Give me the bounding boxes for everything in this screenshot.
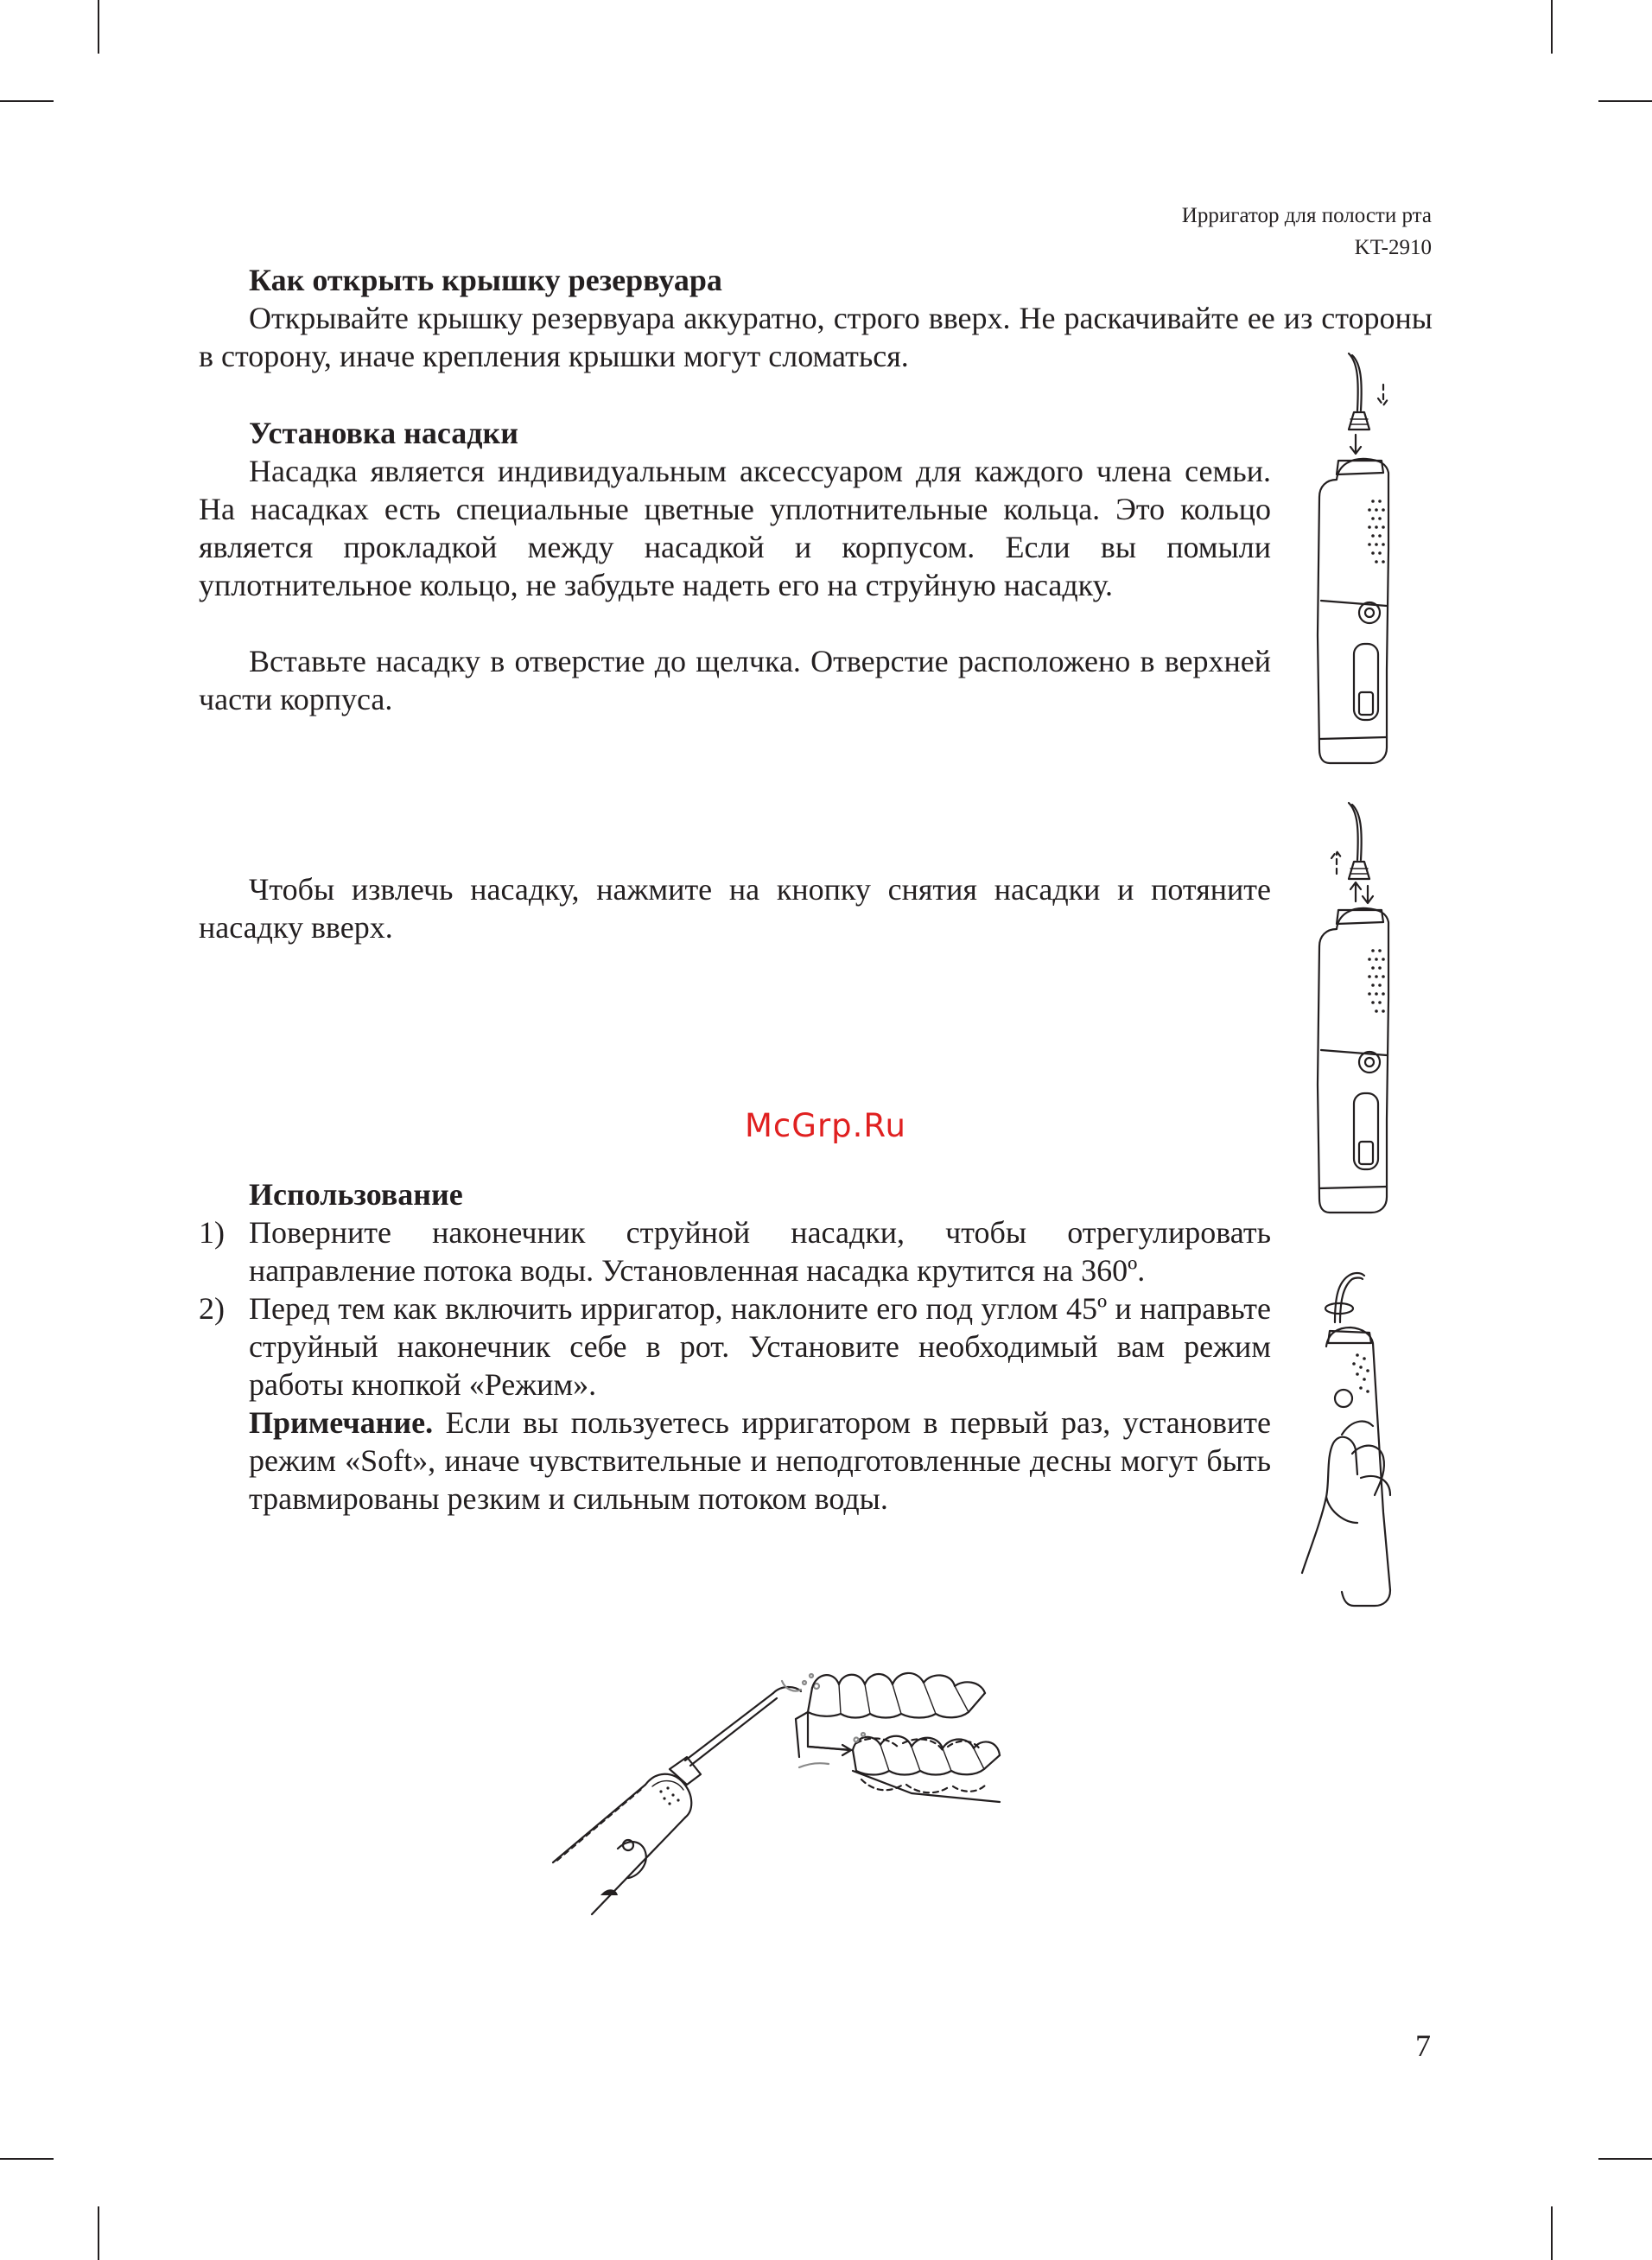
crop-mark: [0, 2158, 54, 2160]
usage-note: [199, 1404, 1271, 1518]
page-number: 7: [1415, 2028, 1431, 2063]
note-paragraph: [249, 1404, 1271, 1518]
usage-item-text: Перед тем как включить ирригатор, наклоните его под углом 45º и направьте струйный наконечник себе в рот. Установите необходимый вам режим работы кнопкой «Режим».: [249, 1291, 1271, 1402]
note-label: Примечание.: [249, 1405, 434, 1440]
irrigator-rotate-nozzle-hand-icon: [1300, 1253, 1447, 1612]
crop-mark: [0, 100, 54, 102]
crop-mark: [1598, 2158, 1652, 2160]
remove-text: Чтобы извлечь насадку, нажмите на кнопку снятия насадки и потяните насадку вверх.: [199, 872, 1271, 945]
crop-mark: [1551, 0, 1553, 54]
crop-mark: [1598, 100, 1652, 102]
irrigator-teeth-cleaning-icon: [549, 1664, 1045, 1932]
install-text-1: Насадка является индивидуальным аксессуаром для каждого члена семьи. На насадках есть специальные цветные уплотнительные кольца. Это кольцо является прокладкой между насадкой и корпусом. Если вы помыли уплотнительное кольцо, не забудьте надеть его на струйную насадку.: [199, 454, 1271, 602]
crop-mark: [1551, 2206, 1553, 2260]
install-heading: Установка насадки: [249, 416, 518, 450]
crop-mark: [98, 0, 99, 54]
irrigator-insert-nozzle-icon: [1300, 350, 1417, 769]
usage-item-2: [199, 1289, 1271, 1404]
header-product: Ирригатор для полости рта: [1181, 204, 1432, 227]
usage-heading: Использование: [249, 1177, 463, 1212]
usage-item-number: 2): [199, 1291, 225, 1326]
usage-item-text: Поверните наконечник струйной насадки, чтобы отрегулировать направление потока воды. Установленная насадка крутится на 360º.: [249, 1215, 1271, 1288]
crop-mark: [98, 2206, 99, 2260]
watermark: McGrp.Ru: [745, 1107, 906, 1144]
install-text-2: Вставьте насадку в отверстие до щелчка. Отверстие расположено в верхней части корпуса.: [199, 644, 1271, 716]
usage-item-number: 1): [199, 1215, 225, 1250]
note-text: Если вы пользуетесь ирригатором в первый раз, установите режим «Soft», иначе чувствительные и неподготовленные десны могут быть травмированы резким и сильным потоком воды.: [249, 1405, 1271, 1516]
irrigator-remove-nozzle-icon: [1300, 799, 1417, 1219]
header-model: KT-2910: [1354, 236, 1432, 259]
usage-item-1: [199, 1213, 1271, 1289]
open-lid-text: Открывайте крышку резервуара аккуратно, строго вверх. Не раскачивайте ее из стороны в сторону, иначе крепления крышки могут сломаться.: [199, 301, 1433, 373]
open-lid-heading: Как открыть крышку резервуара: [249, 263, 722, 297]
running-header: [1182, 200, 1432, 264]
